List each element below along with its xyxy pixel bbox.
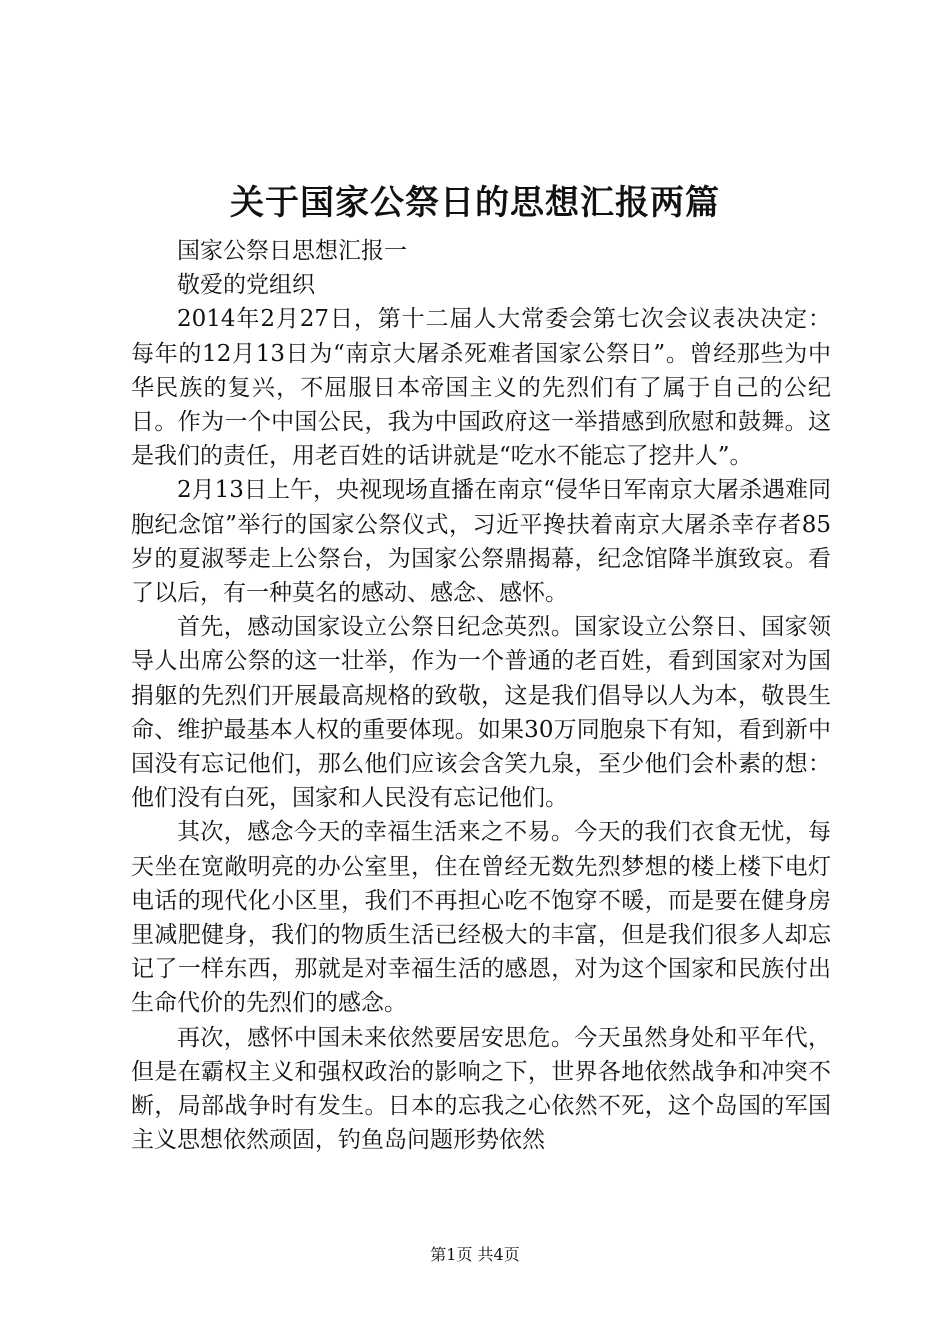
paragraph: 2014年2月27日，第十二届人大常委会第七次会议表决决定：每年的12月13日为“南京大屠杀死难者国家公祭日”。曾经那些为中华民族的复兴，不屈服日本帝国主义的先烈们有了属于自己的公纪日。作为一个中国公民，我为中国政府这一举措感到欣慰和鼓舞。这是我们的责任，用老百姓的话讲就是“吃水不能忘了挖井人”。 <box>131 306 831 470</box>
paragraph-salutation: 敬爱的党组织 <box>177 272 315 299</box>
paragraph: 其次，感念今天的幸福生活来之不易。今天的我们衣食无忧，每天坐在宽敞明亮的办公室里，住在曾经无数先烈梦想的楼上楼下电灯电话的现代化小区里，我们不再担心吃不饱穿不暖，而是要在健身房里减肥健身，我们的物质生活已经极大的丰富，但是我们很多人却忘记了一样东西，那就是对幸福生活的感恩，对为这个国家和民族付出生命代价的先烈们的感念。 <box>131 819 831 1017</box>
document-title: 关于国家公祭日的思想汇报两篇 <box>230 183 720 223</box>
paragraph: 2月13日上午，央视现场直播在南京“侵华日军南京大屠杀遇难同胞纪念馆”举行的国家公祭仪式，习近平搀扶着南京大屠杀幸存者85岁的夏淑琴走上公祭台，为国家公祭鼎揭幕，纪念馆降半旗致哀。看了以后，有一种莫名的感动、感念、感怀。 <box>131 477 831 607</box>
paragraph-heading: 国家公祭日思想汇报一 <box>177 238 407 264</box>
document-body <box>131 234 831 1157</box>
paragraph: 首先，感动国家设立公祭日纪念英烈。国家设立公祭日、国家领导人出席公祭的这一壮举，作为一个普通的老百姓，看到国家对为国捐躯的先烈们开展最高规格的致敬，这是我们倡导以人为本，敬畏生命、维护最基本人权的重要体现。如果30万同胞泉下有知，看到新中国没有忘记他们，那么他们应该会含笑九泉，至少他们会朴素的想：他们没有白死，国家和人民没有忘记他们。 <box>131 614 831 812</box>
paragraph: 再次，感怀中国未来依然要居安思危。今天虽然身处和平年代，但是在霸权主义和强权政治的影响之下，世界各地依然战争和冲突不断，局部战争时有发生。日本的忘我之心依然不死，这个岛国的军国主义思想依然顽固，钓鱼岛问题形势依然 <box>131 1024 831 1154</box>
page-footer: 第1页 共4页 <box>430 1245 520 1264</box>
